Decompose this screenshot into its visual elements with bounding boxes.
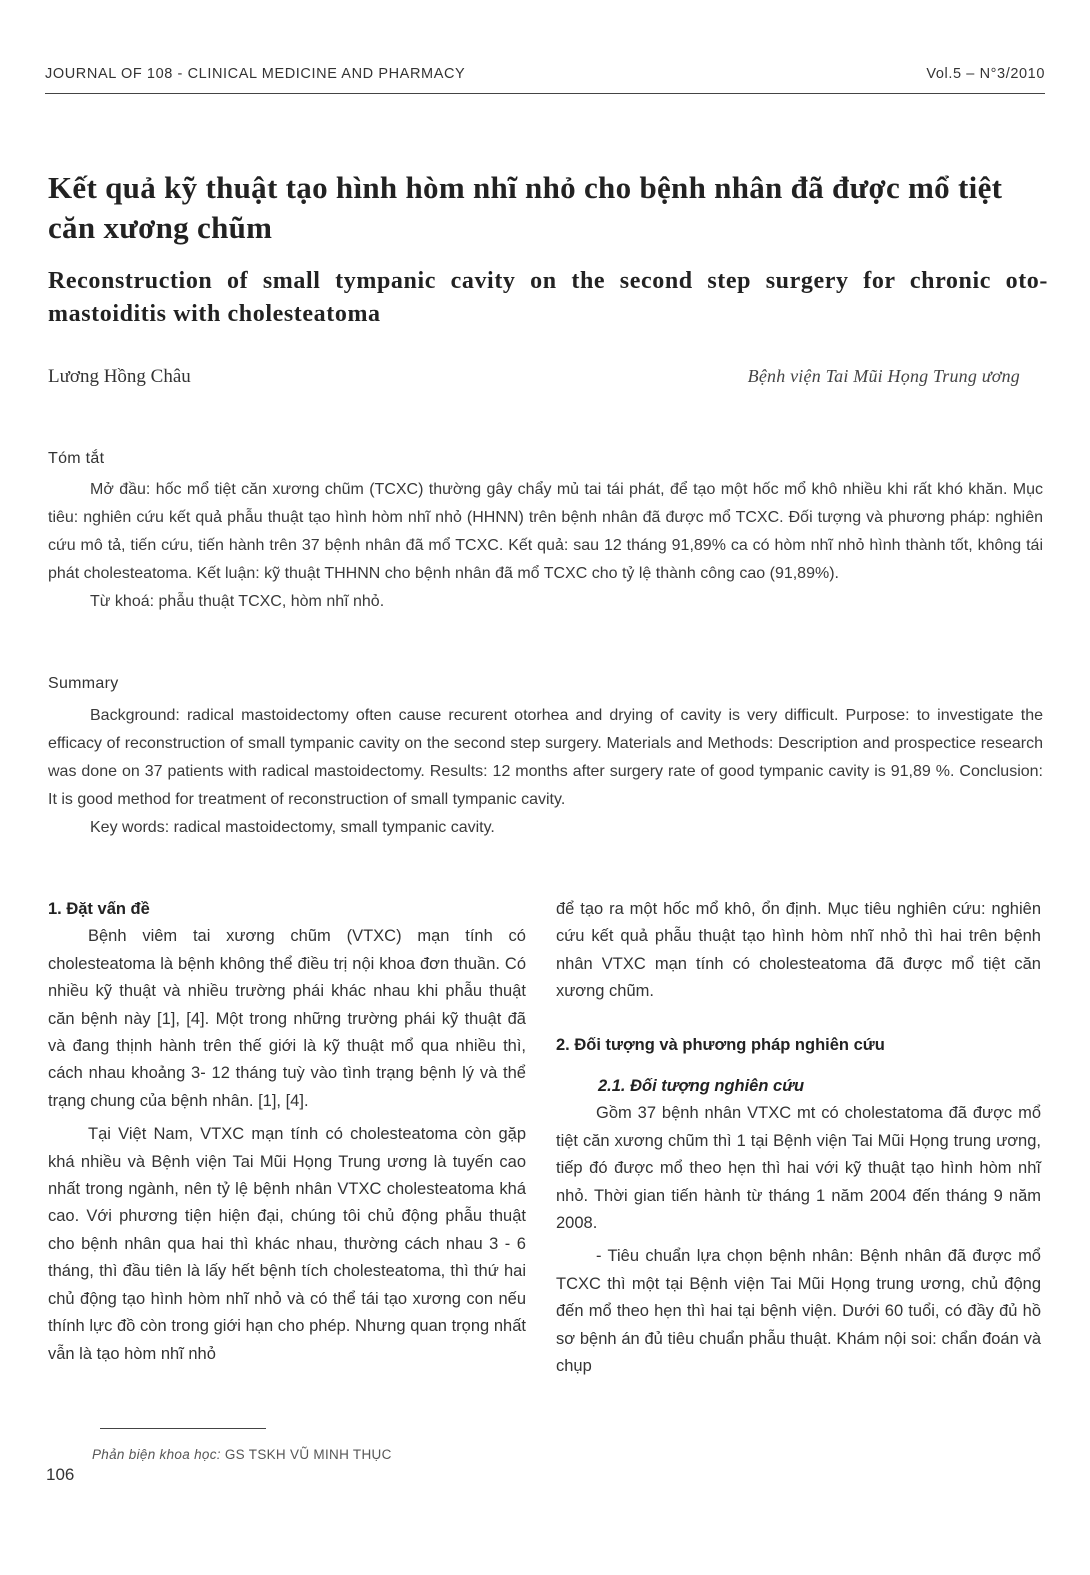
abstract-english	[48, 702, 1043, 842]
issue-number: Vol.5 – N°3/2010	[926, 66, 1045, 82]
body-column-left	[48, 896, 526, 1368]
header-rule	[45, 93, 1045, 94]
section-2-1-paragraph-1: Gồm 37 bệnh nhân VTXC mt có cholestatoma đã được mổ tiệt căn xương chũm thì 1 tại Bệnh viện Tai Mũi Họng trung ương, tiếp đó được mổ theo hẹn thì hai với kỹ thuật tạo hình hòm nhĩ nhỏ. Thời gian tiến hành từ tháng 1 năm 2004 đến tháng 9 năm 2008.	[556, 1104, 1041, 1233]
reviewer-name: GS TSKH VŨ MINH THỤC	[224, 1447, 392, 1462]
body-column-right	[556, 896, 1041, 1381]
section-1-paragraph-2: Tại Việt Nam, VTXC mạn tính có cholesteatoma còn gặp khá nhiều và Bệnh viện Tai Mũi Họng Trung ương là tuyến cao nhất trong ngành, nên tỷ lệ bệnh nhân VTXC cholesteatoma khá cao. Với phương tiện hiện đại, chúng tôi chủ động phẫu thuật cho bệnh nhân qua hai thì khác nhau, thường cách nhau 3 - 6 tháng, thì đầu tiên là lấy hết bệnh tích cholesteatoma, thì thứ hai chủ động tạo hình hòm nhĩ nhỏ và có thể tái tạo xương con nếu thính lực đồ còn trong giới hạn cho phép. Nhưng quan trọng nhất vẫn là tạo hòm nhĩ nhỏ	[48, 1125, 526, 1363]
footnote-rule	[100, 1428, 266, 1429]
section-1-paragraph-2-continued: để tạo ra một hốc mổ khô, ổn định. Mục tiêu nghiên cứu: nghiên cứu kết quả phẫu thuật tạo hình hòm nhĩ nhỏ thì hai trên bệnh nhân VTXC mạn tính có cholesteatoma đã được mổ tiệt căn xương chũm.	[556, 900, 1041, 1001]
article-title-english: Reconstruction of small tympanic cavity on the second step surgery for chronic oto-mastoiditis with cholesteatoma	[48, 268, 1048, 327]
abstract-vi-body: Mở đầu: hốc mổ tiệt căn xương chũm (TCXC) thường gây chẩy mủ tai tái phát, để tạo một hốc mổ khô nhiều khi rất khó khăn. Mục tiêu: nghiên cứu kết quả phẫu thuật tạo hình hòm nhĩ nhỏ (HHNN) trên bệnh nhân đã được mổ TCXC. Đối tượng và phương pháp: nghiên cứu mô tả, tiến cứu, tiến hành trên 37 bệnh nhân đã mổ TCXC. Kết quả: sau 12 tháng 91,89% ca có hòm nhĩ nhỏ hình thành tốt, không tái phát cholesteatoma. Kết luận: kỹ thuật THHNN cho bệnh nhân đã mổ TCXC cho tỷ lệ thành công cao (91,89%).	[48, 481, 1043, 582]
abstract-vietnamese	[48, 476, 1043, 616]
section-2-1-paragraph-2: - Tiêu chuẩn lựa chọn bệnh nhân: Bệnh nhân đã được mổ TCXC thì một tại Bệnh viện Tai Mũi Họng trung ương, chủ động đến mổ theo hẹn thì hai tại bệnh viện. Dưới 60 tuổi, có đầy đủ hồ sơ bệnh án đủ tiêu chuẩn phẫu thuật. Khám nội soi: chẩn đoán và chụp	[556, 1247, 1041, 1376]
scientific-reviewer	[92, 1447, 392, 1462]
article-title-vietnamese: Kết quả kỹ thuật tạo hình hòm nhĩ nhỏ cho bệnh nhân đã được mổ tiệt căn xương chũm	[48, 170, 1003, 245]
section-1-heading: 1. Đặt vấn đề	[48, 900, 150, 918]
abstract-vi-heading: Tóm tắt	[48, 450, 105, 467]
section-1-paragraph-1: Bệnh viêm tai xương chũm (VTXC) mạn tính có cholesteatoma là bệnh không thể điều trị nội khoa đơn thuần. Có nhiều kỹ thuật và nhiều trường phái khác nhau khi phẫu thuật căn bệnh này [1], [4]. Một trong những trường phái kỹ thuật đã và đang thịnh hành trên thế giới là kỹ thuật mổ qua nhiều thì, cách nhau khoảng 3- 12 tháng tuỳ vào tình trạng bệnh lý và thể trạng chung của bệnh nhân. [1], [4].	[48, 927, 526, 1110]
running-header	[45, 66, 1045, 88]
reviewer-label: Phản biện khoa học:	[92, 1447, 221, 1462]
author-name: Lương Hồng Châu	[48, 366, 191, 387]
abstract-en-body: Background: radical mastoidectomy often cause recurent otorhea and drying of cavity is very difficult. Purpose: to investigate the efficacy of reconstruction of small tympanic cavity on the second step surgery. Materials and Methods: Description and prospectice research was done on 37 patients with radical mastoidectomy. Results: 12 months after surgery rate of good tympanic cavity is 91,89 %. Conclusion: It is good method for treatment of reconstruction of small tympanic cavity.	[48, 707, 1043, 808]
section-2-heading: 2. Đối tượng và phương pháp nghiên cứu	[556, 1035, 885, 1054]
abstract-en-heading: Summary	[48, 675, 119, 692]
section-2-1-heading: 2.1. Đối tượng nghiên cứu	[598, 1077, 805, 1096]
abstract-en-keywords: Key words: radical mastoidectomy, small tympanic cavity.	[90, 819, 495, 836]
journal-name: JOURNAL OF 108 - CLINICAL MEDICINE AND PHARMACY	[45, 66, 466, 82]
abstract-vi-keywords: Từ khoá: phẫu thuật TCXC, hòm nhĩ nhỏ.	[90, 593, 385, 610]
page-number: 106	[46, 1465, 75, 1484]
author-affiliation: Bệnh viện Tai Mũi Họng Trung ương	[747, 366, 1020, 386]
